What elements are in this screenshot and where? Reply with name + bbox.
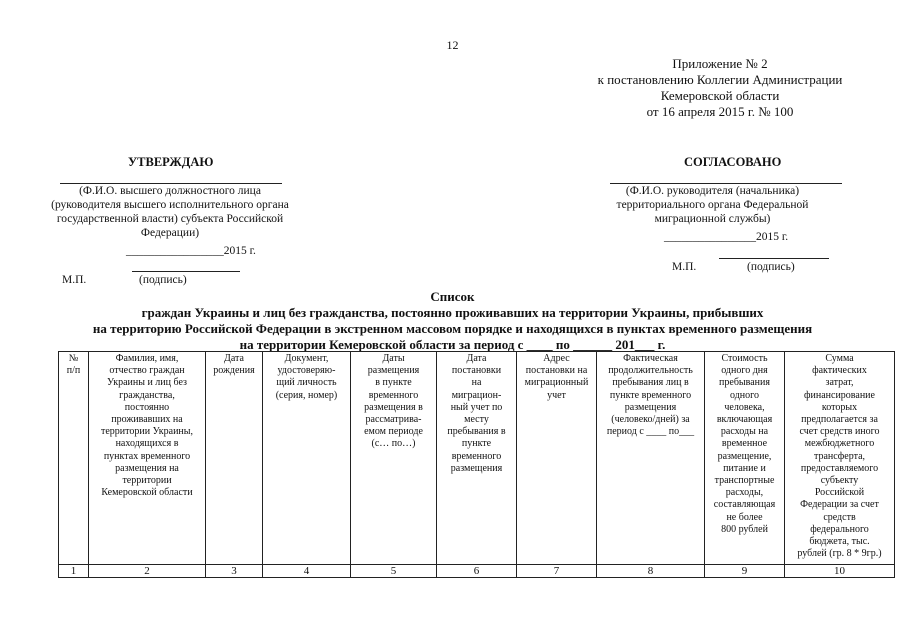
column-number-cell: 2 <box>89 565 206 578</box>
column-number-cell: 10 <box>785 565 895 578</box>
agreed-official-block <box>585 184 840 226</box>
column-header-10 <box>785 352 895 565</box>
column-header-line: Сумма <box>825 353 854 364</box>
column-header-line: транспортные <box>714 475 775 487</box>
column-header-line: пребывания <box>719 377 770 389</box>
column-header-line: п/п <box>66 365 81 377</box>
agreed-official-line: территориального органа Федеральной <box>616 199 809 211</box>
column-header-line: временное <box>721 438 768 450</box>
column-header-line: (человеко/дней) за <box>611 414 690 426</box>
column-number-cell: 3 <box>206 565 263 578</box>
column-header-line: емом периоде <box>364 426 423 438</box>
column-header-line: включающая <box>716 414 773 426</box>
approve-mp: М.П. <box>62 274 87 286</box>
column-header-line: Фамилия, имя, <box>115 353 179 364</box>
column-header-line: расходы на <box>720 426 769 438</box>
column-number-cell: 6 <box>437 565 517 578</box>
column-header-line: размещения на <box>115 462 179 474</box>
column-number-cell: 4 <box>263 565 351 578</box>
agreed-date: ________________2015 г. <box>664 231 789 243</box>
column-header-line: трансферта, <box>813 450 866 462</box>
column-header-line: пребывания в <box>447 426 506 438</box>
column-header-line: Кемеровской области <box>101 487 193 499</box>
column-header-8 <box>597 352 705 565</box>
approve-signature-line <box>132 271 240 272</box>
column-header-line: предполагается за <box>801 414 878 426</box>
list-title-line: Список <box>430 289 475 304</box>
column-header-line: пребывания лиц в <box>612 377 689 389</box>
column-header-line: временного <box>368 389 419 401</box>
column-header-line: пункте <box>461 438 492 450</box>
column-header-line: территории Украины, <box>100 426 194 438</box>
column-header-line: отчество граждан <box>109 365 185 377</box>
approve-title: УТВЕРЖДАЮ <box>128 155 214 169</box>
column-number-cell: 9 <box>705 565 785 578</box>
column-header-line: Даты <box>382 353 405 364</box>
column-header-line: миграционный <box>524 377 589 389</box>
column-header-7 <box>517 352 597 565</box>
column-header-line: размещение, <box>717 450 772 462</box>
appendix-line: от 16 апреля 2015 г. № 100 <box>646 104 794 119</box>
approve-official-line: Федерации) <box>140 227 200 239</box>
column-header-line: предоставляемого <box>800 462 879 474</box>
column-header-line: Федерации за счет <box>800 499 879 511</box>
column-header-line: продолжительность <box>608 365 693 377</box>
column-header-line: удостоверяю- <box>277 365 336 377</box>
column-header-line: рублей (гр. 8 * 9гр.) <box>797 548 882 560</box>
column-header-line: одного дня <box>721 365 768 377</box>
list-title-line: на территорию Российской Федерации в экстренном массовом порядке и находящихся в пунктах временного размещения <box>92 321 813 336</box>
page-number: 12 <box>446 38 459 52</box>
agreed-title: СОГЛАСОВАНО <box>684 155 782 169</box>
column-header-line: бюджета, тыс. <box>809 536 870 548</box>
column-header-line: фактических <box>812 365 867 377</box>
column-header-line: Дата <box>224 353 244 364</box>
list-title <box>0 289 905 353</box>
column-number-cell: 5 <box>351 565 437 578</box>
column-header-line: щий личность <box>276 377 337 389</box>
column-header-line: миграцион- <box>451 389 502 401</box>
column-header-line: не более <box>726 511 763 523</box>
column-header-line: рассматрива- <box>365 414 422 426</box>
appendix-line: Кемеровской области <box>660 88 780 103</box>
agreed-official-line: (Ф.И.О. руководителя (начальника) <box>625 185 800 197</box>
column-header-9 <box>705 352 785 565</box>
column-header-line: Адрес <box>543 353 570 364</box>
column-header-2 <box>89 352 206 565</box>
column-header-line: рождения <box>213 365 255 377</box>
column-header-line: федерального <box>810 523 869 535</box>
column-header-4 <box>263 352 351 565</box>
approve-signature-label: (подпись) <box>139 274 187 286</box>
table-column-number-row <box>59 565 895 578</box>
column-header-line: Фактическая <box>623 353 678 364</box>
column-header-line: (серия, номер) <box>275 389 338 401</box>
column-header-line: Украины и лиц без <box>107 377 187 389</box>
column-header-line: размещения <box>624 401 677 413</box>
column-header-line: затрат, <box>825 377 854 389</box>
column-header-1 <box>59 352 89 565</box>
column-header-line: финансирование <box>804 389 875 401</box>
column-header-line: одного <box>729 389 759 401</box>
column-header-line: учет <box>547 389 566 401</box>
column-header-6 <box>437 352 517 565</box>
column-header-line: расходы, <box>725 487 764 499</box>
column-header-line: постоянно <box>124 401 170 413</box>
column-header-line: территории <box>122 475 172 487</box>
column-header-line: на <box>471 377 482 389</box>
column-header-line: которых <box>821 401 858 413</box>
column-header-line: временного <box>451 450 502 462</box>
column-header-line: в пункте <box>375 377 412 389</box>
appendix-line: к постановлению Коллегии Администрации <box>597 72 843 87</box>
column-header-line: размещения <box>450 462 503 474</box>
approve-official-line: государственной власти) субъекта Российской <box>56 213 284 225</box>
column-header-line: пункте временного <box>609 389 692 401</box>
column-header-line: период с ____ по___ <box>606 426 695 438</box>
column-header-line: № <box>68 353 79 364</box>
column-header-line: средств <box>823 511 856 523</box>
approve-official-line: (Ф.И.О. высшего должностного лица <box>79 185 261 197</box>
column-header-line: Документ, <box>284 353 329 364</box>
approve-official-line: (руководителя высшего исполнительного органа <box>51 199 289 211</box>
column-header-line: находящихся в <box>115 438 179 450</box>
column-header-line: субъекту <box>820 475 859 487</box>
column-header-line: гражданства, <box>119 389 175 401</box>
column-header-line: межбюджетного <box>804 438 875 450</box>
column-number-cell: 8 <box>597 565 705 578</box>
agreed-signature-label: (подпись) <box>747 261 795 273</box>
column-header-5 <box>351 352 437 565</box>
column-header-line: постановки на <box>525 365 588 377</box>
column-header-line: питание и <box>723 462 766 474</box>
list-title-line: граждан Украины и лиц без гражданства, постоянно проживавших на территории Украины, прибывших <box>141 305 764 320</box>
column-header-line: Российской <box>814 487 865 499</box>
column-header-line: постановки <box>451 365 502 377</box>
column-header-line: ный учет по <box>450 401 503 413</box>
appendix-header <box>540 56 900 120</box>
column-header-line: месту <box>464 414 489 426</box>
column-number-cell: 1 <box>59 565 89 578</box>
list-title-line: на территории Кемеровской области за период с ____ по ______ 201___ г. <box>239 337 666 352</box>
column-header-line: пунктах временного <box>103 450 191 462</box>
column-header-line: счет средств иного <box>799 426 880 438</box>
citizens-table <box>58 351 895 578</box>
column-header-line: проживавших на <box>111 414 183 426</box>
column-header-line: Стоимость <box>721 353 768 364</box>
column-header-line: размещения <box>367 365 420 377</box>
agreed-signature-line <box>719 258 829 259</box>
appendix-line: Приложение № 2 <box>672 56 768 71</box>
column-header-line: Дата <box>466 353 487 364</box>
agreed-official-line: миграционной службы) <box>654 213 771 225</box>
column-header-line: размещения в <box>364 401 423 413</box>
column-header-line: человека, <box>724 401 765 413</box>
column-header-line: составляющая <box>713 499 776 511</box>
approve-date: _________________2015 г. <box>126 245 256 257</box>
column-header-line: 800 рублей <box>721 523 768 535</box>
column-header-line: (с… по…) <box>371 438 416 450</box>
column-header-3 <box>206 352 263 565</box>
table-header-row <box>59 352 895 565</box>
approve-official-block <box>20 184 320 240</box>
agreed-mp: М.П. <box>672 261 697 273</box>
column-number-cell: 7 <box>517 565 597 578</box>
